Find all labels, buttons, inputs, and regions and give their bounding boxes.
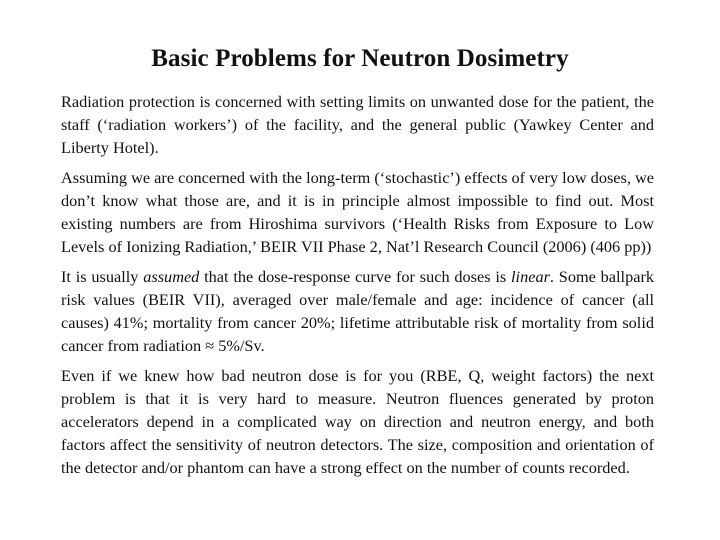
paragraph-text-segment: . Some ballpark risk values (BEIR VII), averaged over male/female and age: incidence of cancer (all causes) 41%; mortality from cancer 20%; lifetime attributable risk of mortality from solid cancer from radiation ≈ 5%/Sv.	[61, 267, 655, 355]
slide-body	[61, 90, 654, 486]
paragraph-text-segment: that the dose-response curve for such doses is	[199, 267, 512, 286]
paragraph-stochastic-effects: Assuming we are concerned with the long-term (‘stochastic’) effects of very low doses, we don’t know what those are, and it is in principle almost impossible to find out. Most existing numbers are from Hiroshima survivors (‘Health Risks from Exposure to Low Levels of Ionizing Radiation,’ BEIR VII Phase 2, Nat’l Research Council (2006) (406 pp))	[61, 168, 654, 256]
emphasis-linear: linear	[511, 267, 550, 286]
paragraph-text-segment: It is usually	[61, 267, 144, 286]
slide-title: Basic Problems for Neutron Dosimetry	[151, 44, 569, 72]
paragraph-linear-assumption	[61, 265, 654, 357]
paragraph-radiation-protection: Radiation protection is concerned with setting limits on unwanted dose for the patient, the staff (‘radiation workers’) of the facility, and the general public (Yawkey Center and Liberty Hotel).	[61, 92, 654, 157]
emphasis-assumed: assumed	[143, 267, 200, 286]
paragraph-measurement-problem: Even if we knew how bad neutron dose is for you (RBE, Q, weight factors) the next problem is that it is very hard to measure. Neutron fluences generated by proton accelerators depend in a complicated way on direction and neutron energy, and both factors affect the sensitivity of neutron detectors. The size, composition and orientation of the detector and/or phantom can have a strong effect on the number of counts recorded.	[61, 366, 654, 477]
